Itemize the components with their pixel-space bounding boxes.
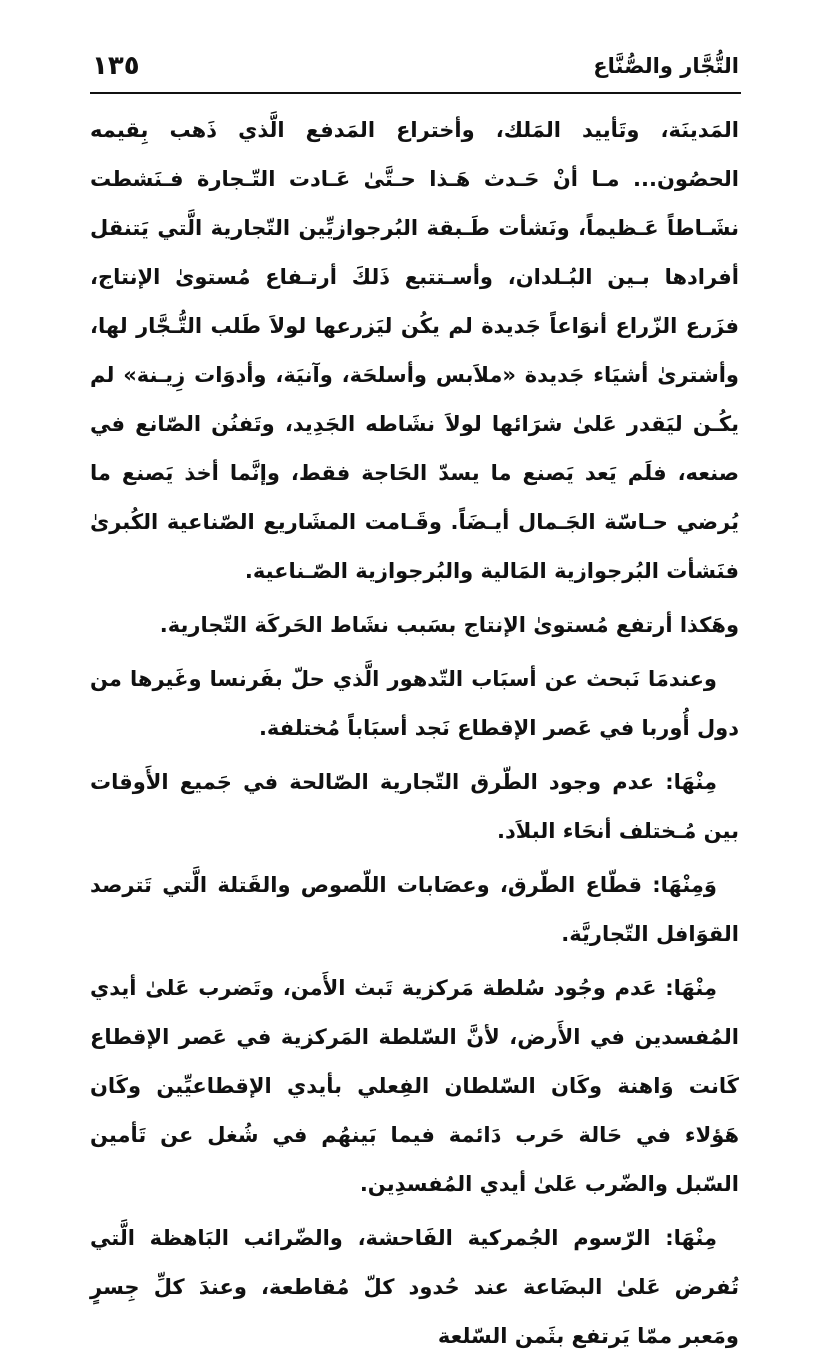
running-title: التُّجَّار والصُّنَّاع	[593, 54, 739, 78]
paragraph-6: مِنْهَا: عَدم وجُود سُلطة مَركزية تَبث الأَمن، وتَضرب عَلىٰ أيدي المُفسدين في الأَرض، لأنَّ السّلطة المَركزية في عَصر الإقطاع كَانت وَاهنة وكَان السّلطان الفِعلي بأيدي الإقطاعيِّين وكَان هَؤلاء في حَالة حَرب دَائمة فيما بَينهُم في شُغل عن تَأمين السّبل والضّرب عَلىٰ أيدي المُفسدِين.	[90, 976, 739, 1196]
page-number: ١٣٥	[92, 51, 140, 81]
page-body	[90, 106, 739, 1361]
paragraph-3: وعندمَا نَبحث عن أسبَاب التّدهور الَّذي حلّ بفَرنسا وغَيرها من دول أُوربا في عَصر الإقطاع نَجد أسبَاباً مُختلفة.	[90, 667, 739, 740]
paragraph-7: مِنْهَا: الرّسوم الجُمركية الفَاحشة، والضّرائب البَاهظة الَّتي تُفرض عَلىٰ البضَاعة عند حُدود كلّ مُقاطعة، وعندَ كلِّ جِسرٍ ومَعبر ممّا يَرتفع بثَمن السّلعة	[90, 1226, 739, 1348]
paragraph-4: مِنْهَا: عدم وجود الطّرق التّجارية الصّالحة في جَميع الأَوقات بين مُـختلف أنحَاء البلاَد.	[90, 770, 739, 843]
paragraph-5: وَمِنْهَا: قطّاع الطّرق، وعصَابات اللّصوص والقَتلة الَّتي تَترصد القوَافل التّجاريَّة.	[90, 873, 739, 946]
paragraph-2: وهَكذا أرتفع مُستوىٰ الإنتاج بسَبب نشَاط الحَركَة التّجارية.	[159, 613, 739, 637]
header-divider	[90, 92, 741, 94]
running-header	[92, 44, 739, 88]
paragraph-1: المَدينَة، وتَأييد المَلك، وأختراع المَدفع الَّذي ذَهب بِقيمه الحصُون... مـا أنْ حَـدث هَـذا حـتَّىٰ عَـادت التّـجارة فـنَشطت نشَـاطاً عَـظيماً، ونَشأت طَـبقة البُرجوازيِّين التّجارية الَّتي يَتنقل أفرادها بـين البُـلدان، وأسـتتبع ذَلكَ أرتـفاع مُستوىٰ الإنتاج، فزَرع الزّراع أنوَاعاً جَديدة لم يكُن ليَزرعها لولاَ طَلب التُّـجَّار لها، وأشترىٰ أشيَاء جَديدة «ملاَبس وأسلحَة، وآنيَة، وأدوَات زِيـنة» لم يكُـن ليَقدر عَلىٰ شرَائها لولاَ نشَاطه الجَدِيد، وتَفنُن الصّانع في صنعه، فلَم يَعد يَصنع ما يسدّ الحَاجة فقط، وإنَّما أخذ يَصنع ما يُرضي حـاسّة الجَـمال أيـضَاً. وقَـامت المشَاريع الصّناعية الكُبرىٰ فنَشأت البُرجوازية المَالية والبُرجوازية الصّـناعية.	[90, 118, 739, 583]
